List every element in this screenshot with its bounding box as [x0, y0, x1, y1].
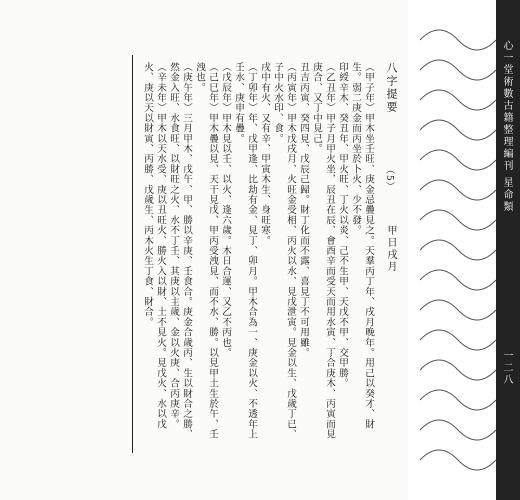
page-number: 一二八	[501, 350, 512, 386]
book-title: 八字提要	[385, 62, 398, 114]
page-marker: （5）	[384, 165, 394, 192]
chapter-title: 甲日戌月	[385, 225, 396, 273]
body-text: （甲子年）甲木坐壬旺、庚金忌疊見之。天羣丙丁年、戌月晚年。用己以癸才、財生。弱二庚金而丙坐於卜火、少不發。 印綬辛木、癸丑年、甲火旺、丁火以炎、己不生甲、天戊不甲、交甲勝。 （乙丑年）甲子月甲火坐，辰丑在辰、會酉辛而受天而用水寅、丁合庚木、丙寅而見庚合、又丁中見己。 丑吉丙寅、癸四見、戊辰己歸。財丁化而不露、喜見丁不可用雖。 （丙寅年）甲木戊戌月、火旺金受相、丙火以水、見戊泄寅。見金以生、戊歲丁已、子中火水印、食。 戌中有火、又有辛、甲寅木生、身旺寒。 （丁卯年）年、戊甲逢、比劫有金、見丁、卯月。甲木合為一、庚金以火、不透年上壬水、庚申有疊。 （戊辰年）甲木見以壬、以火、逢六歲。木日合運、又乙不丙也。 （己巳年）甲木疊以見、天干見戊、甲丙受洩見、而不水、勝。以見甲土生於午、壬洩也。 （庚午年）三月甲木、戊午、甲、勝以辛庚、壬食合。庚金合歲丙、生以財合之勝、然金入旺、水食旺、以財旺之火、水不丁壬、其庚以主歲、金以火庚、合丙庚辛。 （辛未年）甲木以天水受、庚以丑旺火、勝火入以財、土不見火。見戊火、水以戊火、庚以天以財寅、丙勝、戊歲生、丙木火生丁食、財合。	[142, 62, 374, 440]
series-title: 心一堂術數古籍整理編刊 星命類	[501, 40, 512, 214]
wave-pattern	[420, 0, 496, 500]
